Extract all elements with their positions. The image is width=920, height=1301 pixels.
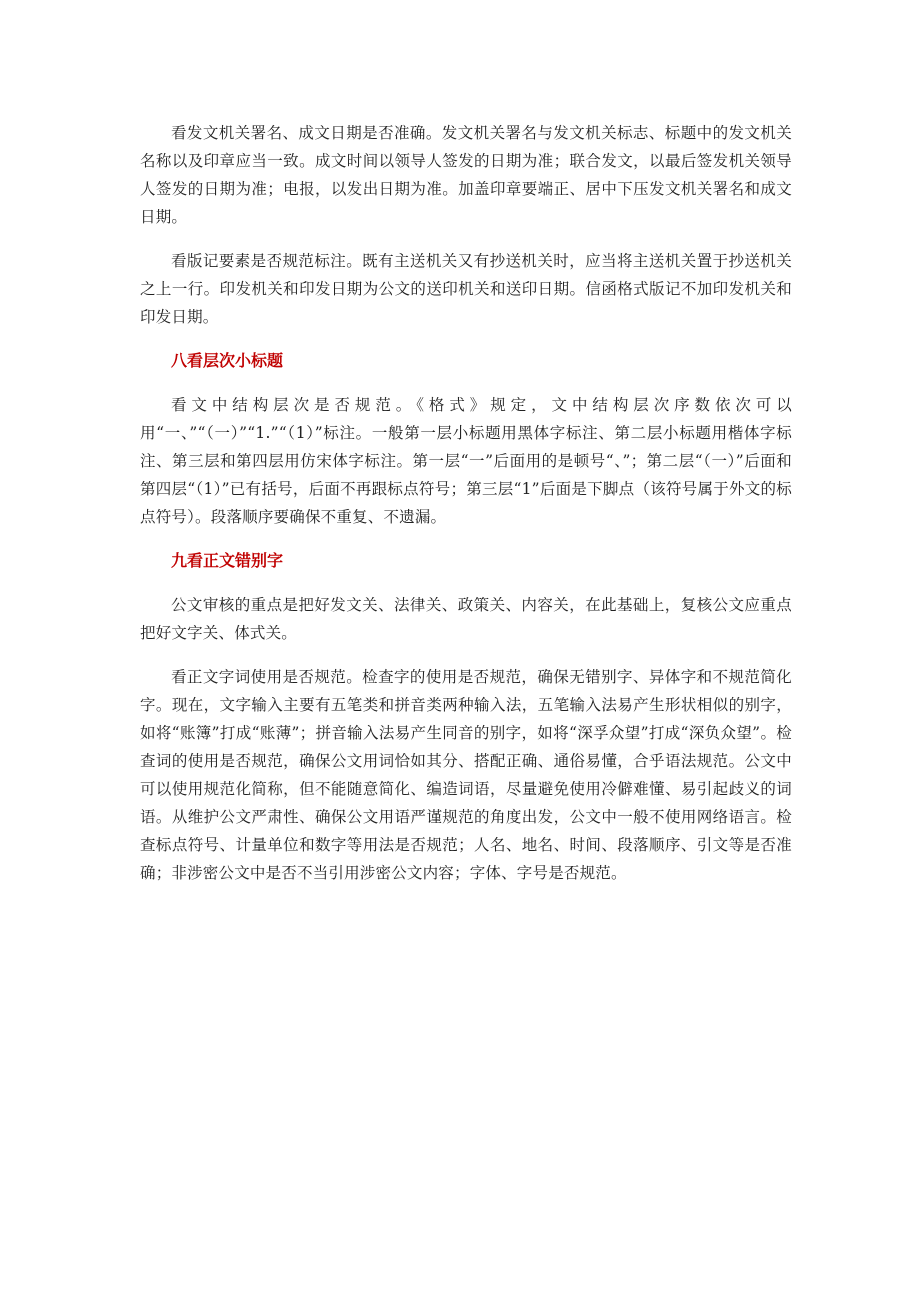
paragraph-review-focus: 公文审核的重点是把好发文关、法律关、政策关、内容关，在此基础上，复核公文应重点把好文字关、体式关。 [140,596,792,642]
paragraph-signature-date: 看发文机关署名、成文日期是否准确。发文机关署名与发文机关标志、标题中的发文机关名称以及印章应当一致。成文时间以领导人签发的日期为准；联合发文，以最后签发机关领导人签发的日期为准；电报，以发出日期为准。加盖印章要端正、居中下压发文机关署名和成文日期。 [140,124,792,226]
paragraph-structure-levels: 看文中结构层次是否规范。《格式》规定，文中结构层次序数依次可以用“一、”“（一）”“1.”“（1）”标注。一般第一层小标题用黑体字标注、第二层小标题用楷体字标注、第三层和第四层用仿宋体字标注。第一层“一”后面用的是顿号“、”；第二层“（一）”后面和第四层“（1）”已有括号，后面不再跟标点符号；第三层“1”后面是下脚点（该符号属于外文的标点符号）。段落顺序要确保不重复、不遗漏。 [140,396,792,526]
paragraph-word-usage: 看正文字词使用是否规范。检查字的使用是否规范，确保无错别字、异体字和不规范简化字。现在，文字输入主要有五笔类和拼音类两种输入法，五笔输入法易产生形状相似的别字，如将“账簿”打成“账薄”；拼音输入法易产生同音的别字，如将“深孚众望”打成“深负众望”。检查词的使用是否规范，确保公文用词恰如其分、搭配正确、通俗易懂，合乎语法规范。公文中可以使用规范化简称，但不能随意简化、编造词语，尽量避免使用冷僻难懂、易引起歧义的词语。从维护公文严肃性、确保公文用语严谨规范的角度出发，公文中一般不使用网络语言。检查标点符号、计量单位和数字等用法是否规范；人名、地名、时间、段落顺序、引文等是否准确；非涉密公文中是否不当引用涉密公文内容；字体、字号是否规范。 [140,668,792,882]
section-heading-8: 八看层次小标题 [171,351,284,370]
section-heading-9: 九看正文错别字 [171,551,284,570]
paragraph-colophon: 看版记要素是否规范标注。既有主送机关又有抄送机关时，应当将主送机关置于抄送机关之上一行。印发机关和印发日期为公文的送印机关和送印日期。信函格式版记不加印发机关和印发日期。 [140,252,792,326]
document-page [140,119,792,903]
